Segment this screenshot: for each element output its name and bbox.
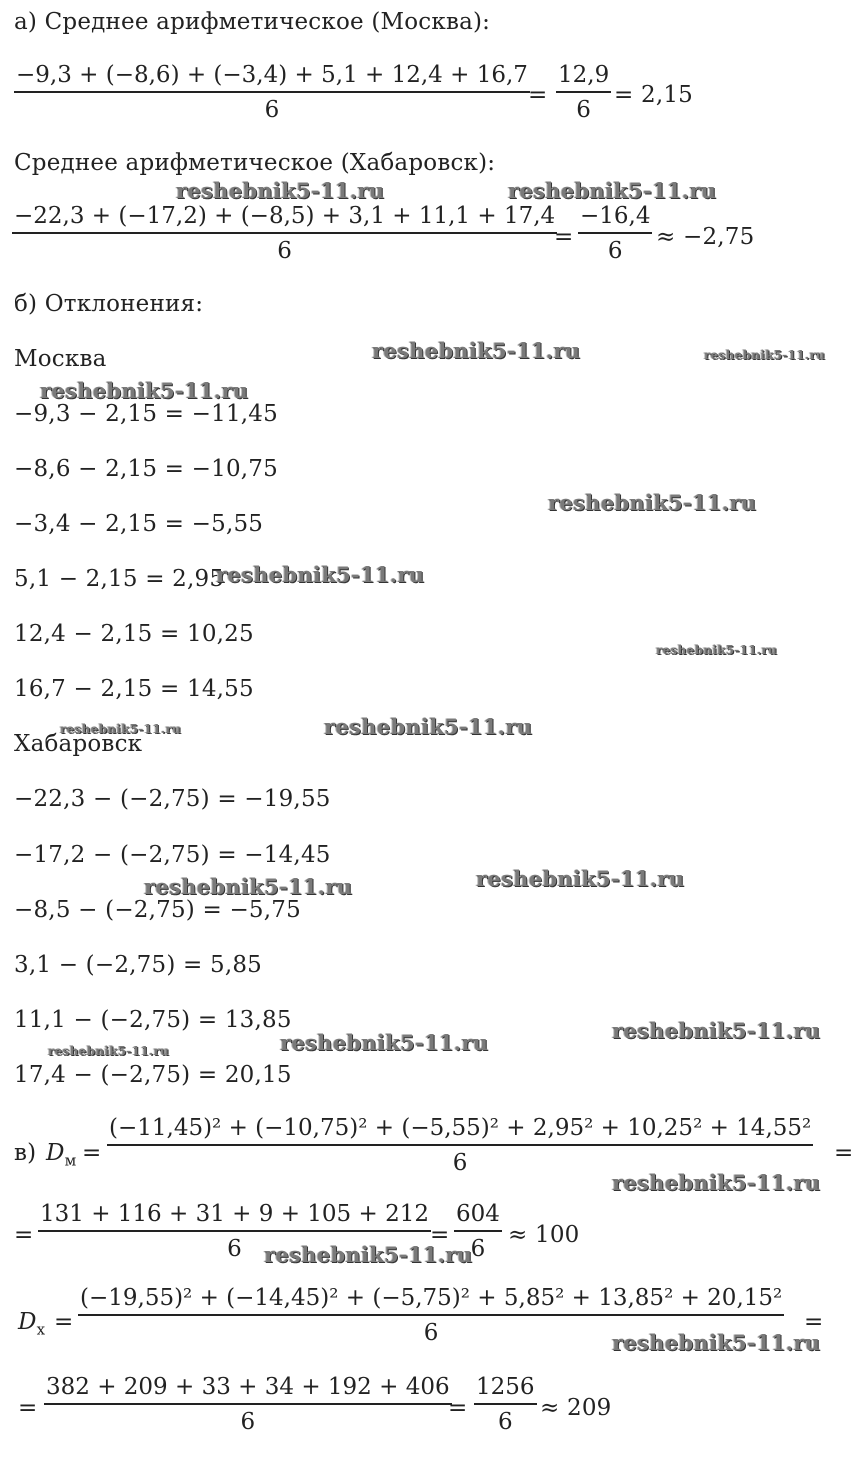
moscow-sum-denominator: 6 [264,97,280,123]
equals-sign: = [18,1395,38,1421]
dm-variable: D [46,1140,65,1166]
equals-sign: = [82,1140,102,1166]
moscow-mean-result: = 2,15 [614,82,693,108]
fraction-numerator: 604 [456,1201,500,1227]
fraction-denominator: 6 [576,97,591,123]
equals-sign: = [834,1140,854,1166]
dm-subscript: м [64,1151,77,1170]
dx-variable: D [18,1309,37,1335]
equals-sign: = [448,1395,468,1421]
dx-squares-numerator: (−19,55)² + (−14,45)² + (−5,75)² + 5,85² + 13,85² + 20,15² [80,1285,783,1311]
part-c-label: в) [14,1140,37,1166]
dm-result: ≈ 100 [508,1222,580,1248]
dm-symbol [46,1142,77,1169]
fraction-numerator: 1256 [476,1374,535,1400]
fraction-denominator: 6 [423,1320,439,1346]
moscow-sum-numerator: −9,3 + (−8,6) + (−3,4) + 5,1 + 12,4 + 16,7 [16,62,528,88]
watermark: reshebnik5-11.ru [372,338,581,363]
khabarovsk-sum-denominator: 6 [277,238,292,264]
khabarovsk-deviation-line: 17,4 − (−2,75) = 20,15 [14,1062,292,1088]
khabarovsk-label: Хабаровск [14,731,143,757]
watermark: reshebnik5-11.ru [60,722,182,736]
khabarovsk-deviation-line: −22,3 − (−2,75) = −19,55 [14,786,331,812]
khabarovsk-mean-fraction [12,205,557,263]
equals-sign: = [430,1222,450,1248]
khabarovsk-sum-numerator: −22,3 + (−17,2) + (−8,5) + 3,1 + 11,1 + 17,4 [14,203,556,229]
heading-deviations: б) Отклонения: [14,291,204,317]
moscow-deviation-line: 16,7 − 2,15 = 14,55 [14,676,254,702]
watermark: reshebnik5-11.ru [216,562,425,587]
heading-khabarovsk-mean: Среднее арифметическое (Хабаровск): [14,150,496,176]
dx-subscript: х [36,1320,46,1339]
watermark: reshebnik5-11.ru [612,1170,821,1195]
watermark: reshebnik5-11.ru [612,1018,821,1043]
khabarovsk-deviation-line: 11,1 − (−2,75) = 13,85 [14,1007,292,1033]
watermark: reshebnik5-11.ru [476,866,685,891]
khabarovsk-mean-result: ≈ −2,75 [656,224,755,250]
watermark: reshebnik5-11.ru [508,178,717,203]
moscow-deviation-line: 5,1 − 2,15 = 2,95 [14,566,225,592]
moscow-deviation-line: −9,3 − 2,15 = −11,45 [14,401,278,427]
dx-sum-fraction [44,1376,452,1434]
moscow-deviation-line: −3,4 − 2,15 = −5,55 [14,511,264,537]
watermark: reshebnik5-11.ru [176,178,385,203]
dx-result: ≈ 209 [540,1395,612,1421]
moscow-deviation-line: 12,4 − 2,15 = 10,25 [14,621,254,647]
fraction-denominator: 6 [227,1236,242,1262]
fraction-numerator: 12,9 [558,62,610,88]
khabarovsk-deviation-line: −8,5 − (−2,75) = −5,75 [14,897,301,923]
fraction-denominator: 6 [470,1236,486,1262]
moscow-label: Москва [14,346,107,372]
dm-sum-numerator: 131 + 116 + 31 + 9 + 105 + 212 [40,1201,429,1227]
dm-variance-fraction [107,1117,813,1175]
equals-sign: = [804,1309,824,1335]
equals-sign: = [554,224,574,250]
fraction-numerator: −16,4 [580,203,651,229]
watermark: reshebnik5-11.ru [612,1330,821,1355]
moscow-mean-fraction [14,64,530,122]
watermark: reshebnik5-11.ru [144,874,353,899]
fraction-denominator: 6 [497,1409,513,1435]
khabarovsk-partial-fraction [578,205,652,263]
dm-squares-numerator: (−11,45)² + (−10,75)² + (−5,55)² + 2,95² + 10,25² + 14,55² [109,1115,812,1141]
equals-sign: = [54,1309,74,1335]
dx-symbol [18,1311,45,1338]
khabarovsk-deviation-line: −17,2 − (−2,75) = −14,45 [14,842,331,868]
watermark: reshebnik5-11.ru [548,490,757,515]
watermark: reshebnik5-11.ru [48,1044,170,1058]
moscow-deviation-line: −8,6 − 2,15 = −10,75 [14,456,278,482]
fraction-denominator: 6 [452,1150,468,1176]
moscow-partial-fraction [556,64,611,122]
watermark: reshebnik5-11.ru [656,643,778,657]
watermark: reshebnik5-11.ru [324,714,533,739]
watermark: reshebnik5-11.ru [264,1242,473,1267]
watermark: reshebnik5-11.ru [704,348,826,362]
equals-sign: = [528,82,548,108]
khabarovsk-deviation-line: 3,1 − (−2,75) = 5,85 [14,952,263,978]
fraction-denominator: 6 [607,238,623,264]
dx-result-fraction [474,1376,537,1434]
watermark: reshebnik5-11.ru [40,378,249,403]
fraction-denominator: 6 [240,1409,256,1435]
heading-moscow-mean: а) Среднее арифметическое (Москва): [14,9,491,35]
dx-sum-numerator: 382 + 209 + 33 + 34 + 192 + 406 [46,1374,450,1400]
equals-sign: = [14,1222,34,1248]
watermark: reshebnik5-11.ru [280,1030,489,1055]
